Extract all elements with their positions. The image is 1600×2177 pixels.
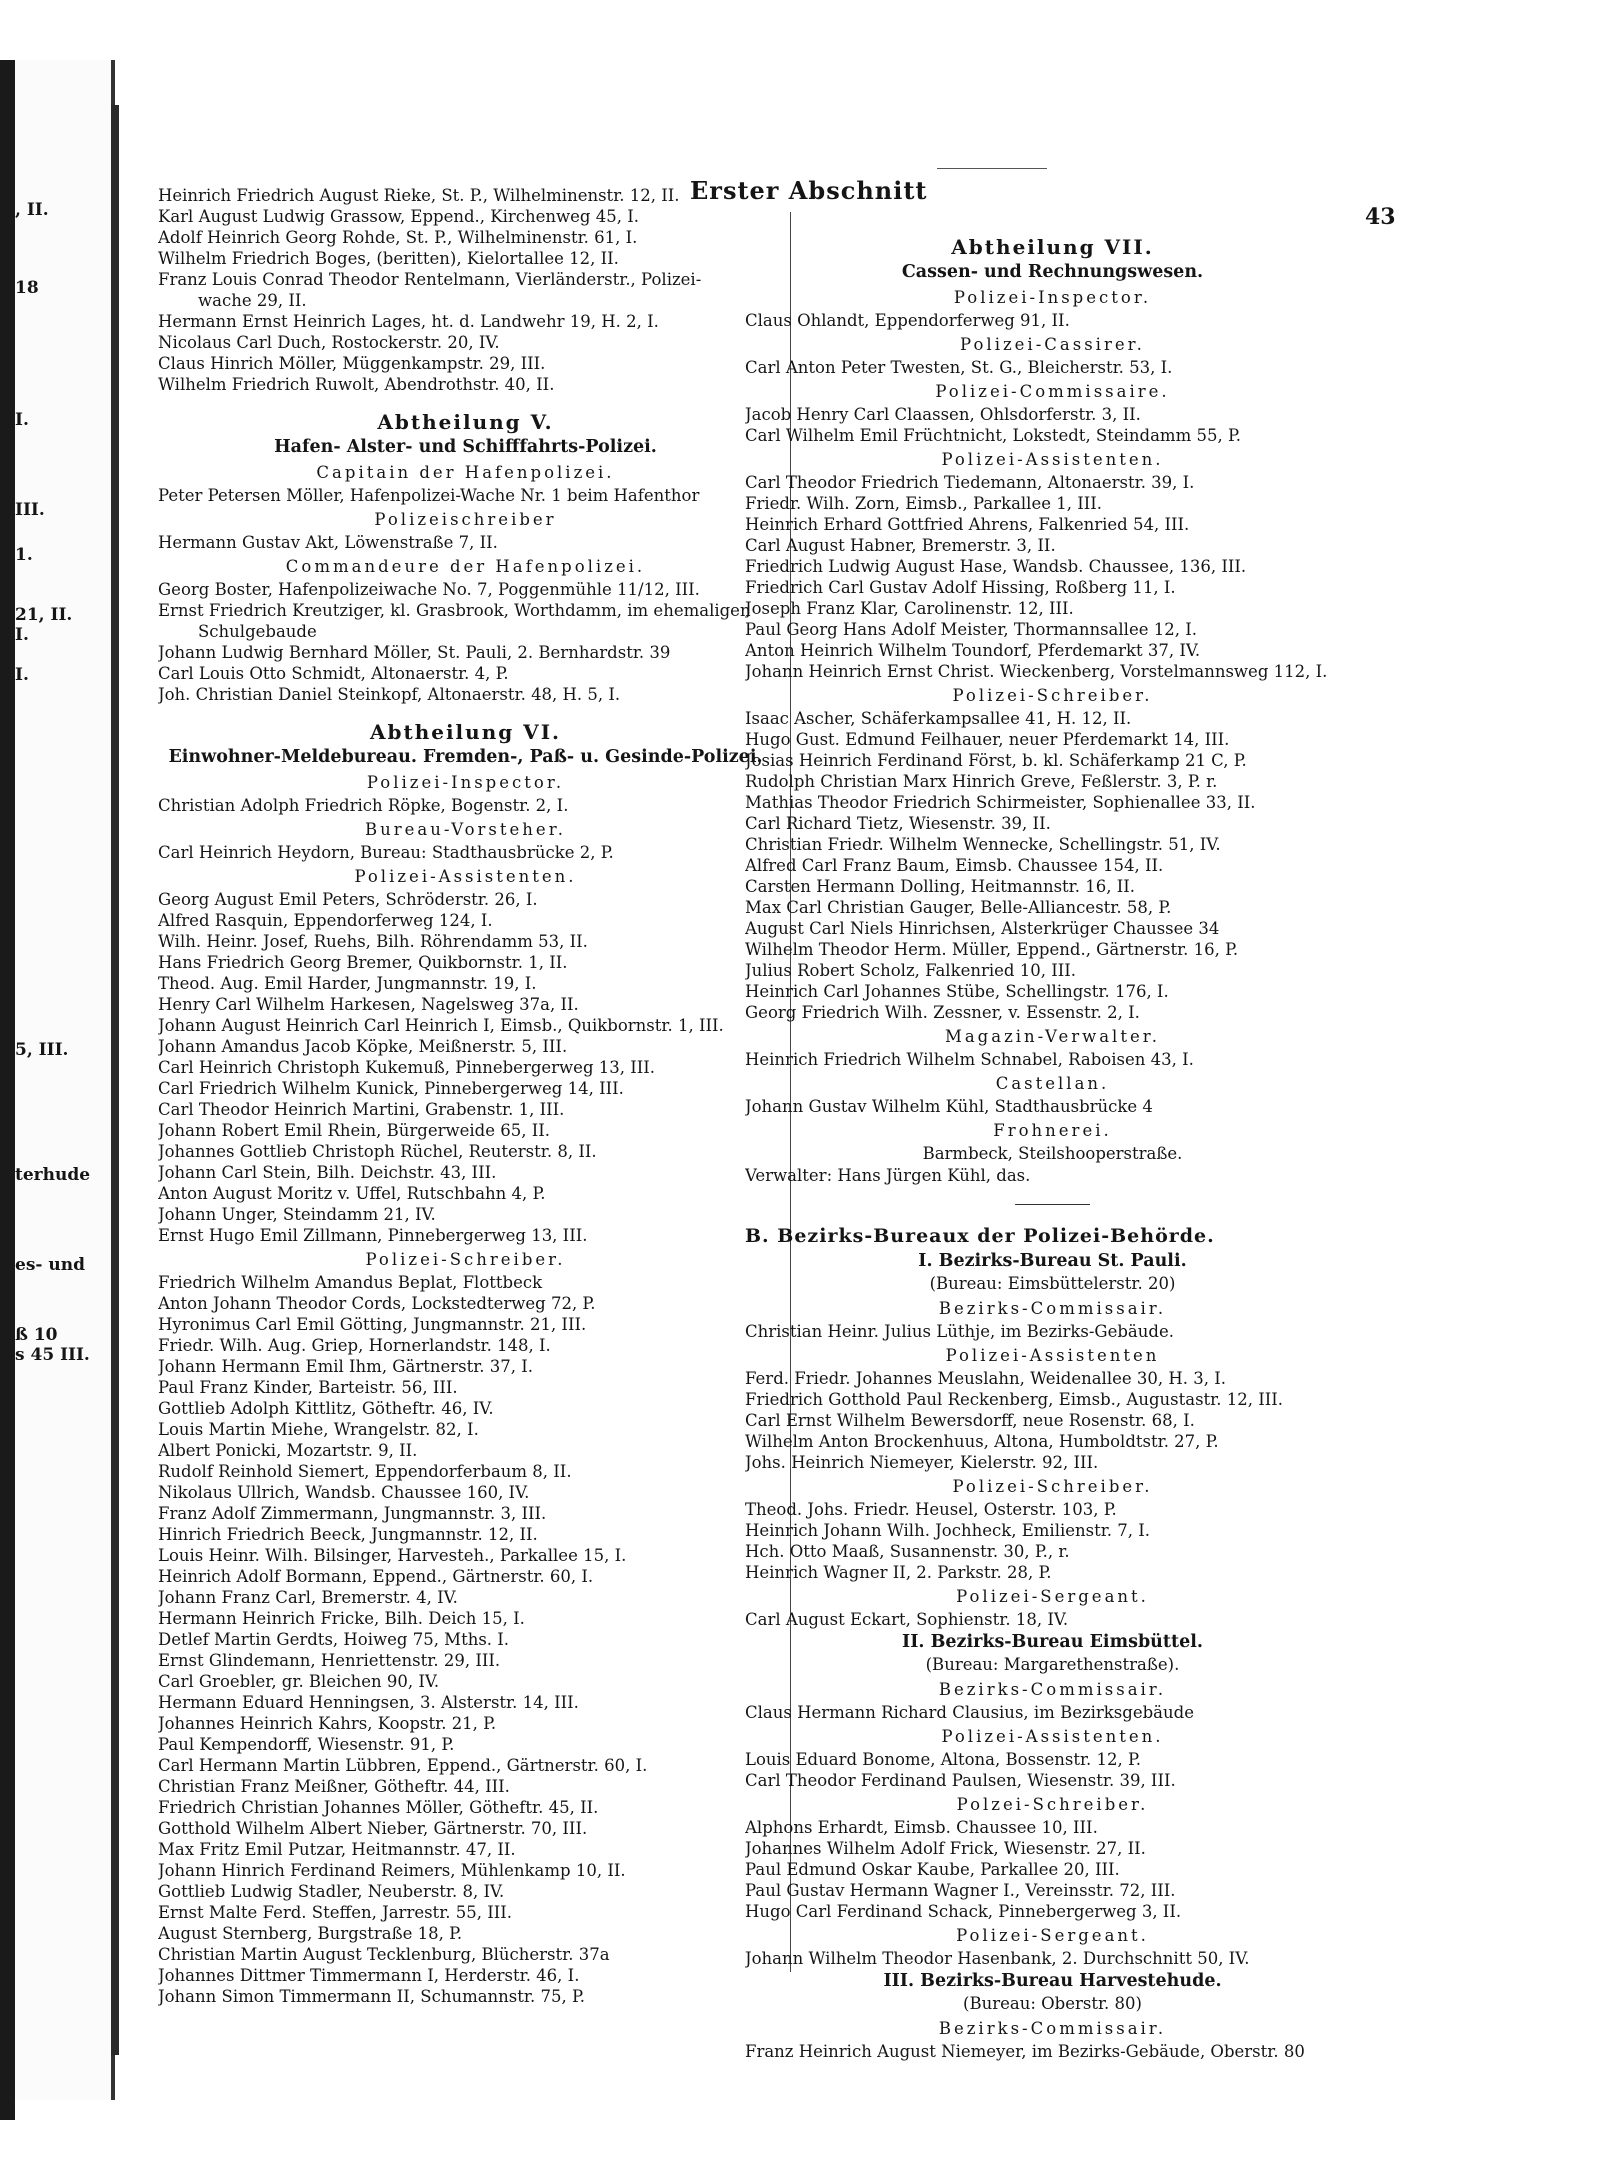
entry-line: Paul Kempendorff, Wiesenstr. 91, P. [158, 1735, 455, 1754]
role-title: Bezirks-Commissair. [938, 1680, 1167, 1699]
previous-page-fragment: 1. [15, 545, 33, 565]
entry-line: Carl Theodor Friedrich Tiedemann, Altonaerstr. 39, I. [745, 473, 1195, 492]
entry-line: Gotthold Wilhelm Albert Nieber, Gärtnerstr. 70, III. [158, 1819, 588, 1838]
entry-line: Alfred Rasquin, Eppendorferweg 124, I. [158, 911, 493, 930]
entry-line: Hermann Ernst Heinrich Lages, ht. d. Landwehr 19, H. 2, I. [158, 312, 659, 331]
entry-line: Franz Heinrich August Niemeyer, im Bezirks-Gebäude, Oberstr. 80 [745, 2042, 1305, 2061]
entry-line: Nikolaus Ullrich, Wandsb. Chaussee 160, IV. [158, 1483, 530, 1502]
entry-line: Johann Wilhelm Theodor Hasenbank, 2. Durchschnitt 50, IV. [745, 1949, 1250, 1968]
role-title: Bezirks-Commissair. [938, 1299, 1167, 1318]
entry-line: Joh. Christian Daniel Steinkopf, Altonaerstr. 48, H. 5, I. [158, 685, 621, 704]
role-title: Magazin-Verwalter. [944, 1027, 1161, 1046]
entry-line: Julius Robert Scholz, Falkenried 10, III. [745, 961, 1076, 980]
role-title: Capitain der Hafenpolizei. [316, 463, 615, 482]
role-title: Castellan. [995, 1074, 1110, 1093]
entry-line: Johs. Heinrich Niemeyer, Kielerstr. 92, III. [745, 1453, 1099, 1472]
entry-line: Christian Adolph Friedrich Röpke, Bogenstr. 2, I. [158, 796, 569, 815]
entry-line: Gottlieb Adolph Kittlitz, Götheftr. 46, IV. [158, 1399, 494, 1418]
entry-line: Anton Heinrich Wilhelm Toundorf, Pferdemarkt 37, IV. [745, 641, 1201, 660]
role-title: Polizei-Inspector. [953, 288, 1152, 307]
entry-line: Ernst Friedrich Kreutziger, kl. Grasbrook, Worthdamm, im ehemaligen [158, 601, 751, 620]
entry-line: Johannes Dittmer Timmermann I, Herderstr. 46, I. [158, 1966, 580, 1985]
entry-line: Johann Robert Emil Rhein, Bürgerweide 65, II. [158, 1121, 551, 1140]
entry-line: Max Fritz Emil Putzar, Heitmannstr. 47, II. [158, 1840, 516, 1859]
section-heading: Abtheilung VII. [951, 235, 1154, 259]
entry-line: Johann Carl Stein, Bilh. Deichstr. 43, III. [158, 1163, 497, 1182]
entry-line: Anton August Moritz v. Uffel, Rutschbahn 4, P. [158, 1184, 546, 1203]
subsection-heading: II. Bezirks-Bureau Eimsbüttel. [902, 1632, 1203, 1652]
entry-line: Adolf Heinrich Georg Rohde, St. P., Wilhelminenstr. 61, I. [158, 228, 638, 247]
entry-line: Nicolaus Carl Duch, Rostockerstr. 20, IV. [158, 333, 500, 352]
entry-line: Hermann Heinrich Fricke, Bilh. Deich 15, I. [158, 1609, 525, 1628]
role-title: Polizei-Schreiber. [952, 1477, 1153, 1496]
entry-line: Johann Franz Carl, Bremerstr. 4, IV. [158, 1588, 458, 1607]
entry-line: Georg Friedrich Wilh. Zessner, v. Essenstr. 2, I. [745, 1003, 1140, 1022]
role-title: Polizei-Schreiber. [952, 686, 1153, 705]
role-title: Bezirks-Commissair. [938, 2019, 1167, 2038]
entry-continuation: Schulgebaude [198, 622, 317, 641]
running-head: Erster Abschnitt [690, 176, 928, 205]
previous-page-fragment: s 45 III. [15, 1345, 90, 1365]
entry-line: Ernst Hugo Emil Zillmann, Pinnebergerweg 13, III. [158, 1226, 588, 1245]
centered-note: (Bureau: Margarethenstraße). [925, 1655, 1180, 1674]
entry-line: Franz Adolf Zimmermann, Jungmannstr. 3, III. [158, 1504, 547, 1523]
entry-line: Friedrich Gotthold Paul Reckenberg, Eimsb., Augustastr. 12, III. [745, 1390, 1284, 1409]
entry-line: Paul Georg Hans Adolf Meister, Thormannsallee 12, I. [745, 620, 1197, 639]
part-heading: B. Bezirks-Bureaux der Polizei-Behörde. [745, 1225, 1215, 1247]
entry-line: Paul Franz Kinder, Barteistr. 56, III. [158, 1378, 458, 1397]
entry-continuation: wache 29, II. [198, 291, 307, 310]
entry-line: Carl August Habner, Bremerstr. 3, II. [745, 536, 1056, 555]
entry-line: Friedr. Wilh. Zorn, Eimsb., Parkallee 1, III. [745, 494, 1103, 513]
entry-line: Johann Heinrich Ernst Christ. Wieckenberg, Vorstelmannsweg 112, I. [745, 662, 1328, 681]
entry-line: Jacob Henry Carl Claassen, Ohlsdorferstr. 3, II. [745, 405, 1141, 424]
entry-line: Georg August Emil Peters, Schröderstr. 26, I. [158, 890, 538, 909]
entry-line: Claus Hermann Richard Clausius, im Bezirksgebäude [745, 1703, 1194, 1722]
entry-line: Josias Heinrich Ferdinand Först, b. kl. Schäferkamp 21 C, P. [745, 751, 1247, 770]
subsection-heading: I. Bezirks-Bureau St. Pauli. [918, 1251, 1187, 1271]
role-title: Polizeischreiber [374, 510, 557, 529]
entry-line: Peter Petersen Möller, Hafenpolizei-Wache Nr. 1 beim Hafenthor [158, 486, 700, 505]
entry-line: Friedrich Ludwig August Hase, Wandsb. Chaussee, 136, III. [745, 557, 1247, 576]
entry-line: Karl August Ludwig Grassow, Eppend., Kirchenweg 45, I. [158, 207, 639, 226]
entry-line: Johann Simon Timmermann II, Schumannstr. 75, P. [158, 1987, 585, 2006]
previous-page-fragment: 5, III. [15, 1040, 69, 1060]
entry-line: Carl Theodor Ferdinand Paulsen, Wiesenstr. 39, III. [745, 1771, 1176, 1790]
entry-line: Alfred Carl Franz Baum, Eimsb. Chaussee 154, II. [745, 856, 1164, 875]
entry-line: Johann Hermann Emil Ihm, Gärtnerstr. 37, I. [158, 1357, 534, 1376]
entry-line: Mathias Theodor Friedrich Schirmeister, Sophienallee 33, II. [745, 793, 1256, 812]
role-title: Polizei-Assistenten [945, 1346, 1160, 1365]
entry-line: Theod. Aug. Emil Harder, Jungmannstr. 19, I. [158, 974, 537, 993]
entry-line: Albert Ponicki, Mozartstr. 9, II. [158, 1441, 418, 1460]
entry-line: Detlef Martin Gerdts, Hoiweg 75, Mths. I. [158, 1630, 510, 1649]
entry-line: Johann August Heinrich Carl Heinrich I, Eimsb., Quikbornstr. 1, III. [158, 1016, 724, 1035]
entry-line: Heinrich Friedrich August Rieke, St. P., Wilhelminenstr. 12, II. [158, 186, 680, 205]
entry-line: Heinrich Erhard Gottfried Ahrens, Falkenried 54, III. [745, 515, 1190, 534]
previous-page-fragment: ß 10 [15, 1325, 58, 1345]
entry-line: Heinrich Wagner II, 2. Parkstr. 28, P. [745, 1563, 1052, 1582]
entry-line: Johann Amandus Jacob Köpke, Meißnerstr. 5, III. [158, 1037, 568, 1056]
entry-line: Hans Friedrich Georg Bremer, Quikbornstr. 1, II. [158, 953, 568, 972]
entry-line: Franz Louis Conrad Theodor Rentelmann, Vierländerstr., Polizei- [158, 270, 702, 289]
entry-line: Anton Johann Theodor Cords, Lockstedterweg 72, P. [158, 1294, 596, 1313]
entry-line: Verwalter: Hans Jürgen Kühl, das. [745, 1166, 1031, 1185]
centered-note: (Bureau: Oberstr. 80) [963, 1994, 1142, 2013]
entry-line: Carl Theodor Heinrich Martini, Grabenstr. 1, III. [158, 1100, 565, 1119]
entry-line: Hugo Carl Ferdinand Schack, Pinnebergerweg 3, II. [745, 1902, 1182, 1921]
subsection-heading: Hafen- Alster- und Schifffahrts-Polizei. [274, 437, 657, 457]
entry-line: Henry Carl Wilhelm Harkesen, Nagelsweg 37a, II. [158, 995, 579, 1014]
entry-line: Heinrich Adolf Bormann, Eppend., Gärtnerstr. 60, I. [158, 1567, 594, 1586]
entry-line: Gottlieb Ludwig Stadler, Neuberstr. 8, IV. [158, 1882, 505, 1901]
entry-line: Claus Ohlandt, Eppendorferweg 91, II. [745, 311, 1070, 330]
role-title: Polizei-Commissaire. [935, 382, 1170, 401]
entry-line: Isaac Ascher, Schäferkampsallee 41, H. 12, II. [745, 709, 1132, 728]
entry-line: Christian Franz Meißner, Götheftr. 44, III. [158, 1777, 510, 1796]
entry-line: Carl Friedrich Wilhelm Kunick, Pinnebergerweg 14, III. [158, 1079, 624, 1098]
entry-line: Heinrich Carl Johannes Stübe, Schellingstr. 176, I. [745, 982, 1169, 1001]
entry-line: Hugo Gust. Edmund Feilhauer, neuer Pferdemarkt 14, III. [745, 730, 1230, 749]
role-title: Polizei-Sergeant. [956, 1587, 1149, 1606]
entry-line: Louis Heinr. Wilh. Bilsinger, Harvesteh., Parkallee 15, I. [158, 1546, 627, 1565]
role-title: Polizei-Assistenten. [354, 867, 577, 886]
entry-line: Carl Wilhelm Emil Früchtnicht, Lokstedt, Steindamm 55, P. [745, 426, 1241, 445]
book-binding [0, 60, 15, 2120]
entry-line: Carl Richard Tietz, Wiesenstr. 39, II. [745, 814, 1051, 833]
entry-line: Carl Heinrich Christoph Kukemuß, Pinnebergerweg 13, III. [158, 1058, 656, 1077]
role-title: Polizei-Inspector. [366, 773, 565, 792]
previous-page-fragment: es- und [15, 1255, 85, 1275]
entry-line: Friedrich Wilhelm Amandus Beplat, Flottbeck [158, 1273, 543, 1292]
entry-line: Ferd. Friedr. Johannes Meuslahn, Weidenallee 30, H. 3, I. [745, 1369, 1226, 1388]
section-divider-rule [1015, 1204, 1090, 1205]
entry-line: Hermann Eduard Henningsen, 3. Alsterstr. 14, III. [158, 1693, 579, 1712]
entry-line: Christian Martin August Tecklenburg, Blücherstr. 37a [158, 1945, 610, 1964]
entry-line: Rudolph Christian Marx Hinrich Greve, Feßlerstr. 3, P. r. [745, 772, 1218, 791]
role-title: Polizei-Assistenten. [941, 450, 1164, 469]
centered-note: (Bureau: Eimsbüttelerstr. 20) [929, 1274, 1176, 1293]
entry-line: Wilhelm Friedrich Boges, (beritten), Kielortallee 12, II. [158, 249, 619, 268]
entry-line: Paul Edmund Oskar Kaube, Parkallee 20, III. [745, 1860, 1120, 1879]
entry-line: Louis Eduard Bonome, Altona, Bossenstr. 12, P. [745, 1750, 1142, 1769]
role-title: Bureau-Vorsteher. [364, 820, 567, 839]
entry-line: Carl Louis Otto Schmidt, Altonaerstr. 4, P. [158, 664, 509, 683]
entry-line: Carl Groebler, gr. Bleichen 90, IV. [158, 1672, 440, 1691]
entry-line: Heinrich Johann Wilh. Jochheck, Emilienstr. 7, I. [745, 1521, 1151, 1540]
entry-line: Hermann Gustav Akt, Löwenstraße 7, II. [158, 533, 498, 552]
entry-line: Hch. Otto Maaß, Susannenstr. 30, P., r. [745, 1542, 1070, 1561]
entry-line: Rudolf Reinhold Siemert, Eppendorferbaum 8, II. [158, 1462, 572, 1481]
entry-line: Carsten Hermann Dolling, Heitmannstr. 16, II. [745, 877, 1136, 896]
entry-line: Ernst Glindemann, Henriettenstr. 29, III. [158, 1651, 501, 1670]
section-heading: Abtheilung VI. [369, 720, 562, 744]
entry-line: Claus Hinrich Möller, Müggenkampstr. 29, III. [158, 354, 546, 373]
page-number: 43 [1365, 204, 1396, 230]
entry-line: Wilhelm Friedrich Ruwolt, Abendrothstr. 40, II. [158, 375, 555, 394]
entry-line: Christian Friedr. Wilhelm Wennecke, Schellingstr. 51, IV. [745, 835, 1221, 854]
entry-line: Friedr. Wilh. Aug. Griep, Hornerlandstr. 148, I. [158, 1336, 551, 1355]
entry-line: Carl Heinrich Heydorn, Bureau: Stadthausbrücke 2, P. [158, 843, 614, 862]
subsection-heading: III. Bezirks-Bureau Harvestehude. [883, 1971, 1222, 1991]
header-rule [937, 168, 1047, 169]
entry-line: August Carl Niels Hinrichsen, Alsterkrüger Chaussee 34 [745, 919, 1220, 938]
role-title: Polizei-Schreiber. [365, 1250, 566, 1269]
entry-line: Paul Gustav Hermann Wagner I., Vereinsstr. 72, III. [745, 1881, 1176, 1900]
entry-line: Georg Boster, Hafenpolizeiwache No. 7, Poggenmühle 11/12, III. [158, 580, 700, 599]
previous-page-fragment: I. [15, 410, 29, 430]
entry-line: Wilhelm Anton Brockenhuus, Altona, Humboldtstr. 27, P. [745, 1432, 1219, 1451]
entry-line: Johann Unger, Steindamm 21, IV. [158, 1205, 436, 1224]
entry-line: Ernst Malte Ferd. Steffen, Jarrestr. 55, III. [158, 1903, 513, 1922]
entry-line: Carl Ernst Wilhelm Bewersdorff, neue Rosenstr. 68, I. [745, 1411, 1195, 1430]
entry-line: August Sternberg, Burgstraße 18, P. [158, 1924, 463, 1943]
previous-page-fragment: , II. [15, 200, 49, 220]
entry-line: Hinrich Friedrich Beeck, Jungmannstr. 12, II. [158, 1525, 538, 1544]
entry-line: Hyronimus Carl Emil Götting, Jungmannstr. 21, III. [158, 1315, 587, 1334]
entry-line: Max Carl Christian Gauger, Belle-Alliancestr. 58, P. [745, 898, 1172, 917]
entry-line: Theod. Johs. Friedr. Heusel, Osterstr. 103, P. [745, 1500, 1117, 1519]
entry-line: Johannes Heinrich Kahrs, Koopstr. 21, P. [158, 1714, 497, 1733]
previous-page-edge [15, 60, 115, 2100]
entry-line: Johann Gustav Wilhelm Kühl, Stadthausbrücke 4 [745, 1097, 1153, 1116]
entry-line: Johann Hinrich Ferdinand Reimers, Mühlenkamp 10, II. [158, 1861, 626, 1880]
entry-line: Wilh. Heinr. Josef, Ruehs, Bilh. Röhrendamm 53, II. [158, 932, 588, 951]
page-gutter [111, 105, 119, 2055]
role-title: Polizei-Cassirer. [960, 335, 1145, 354]
previous-page-fragment: III. [15, 500, 45, 520]
role-title: Polizei-Sergeant. [956, 1926, 1149, 1945]
entry-line: Carl August Eckart, Sophienstr. 18, IV. [745, 1610, 1069, 1629]
entry-line: Joseph Franz Klar, Carolinenstr. 12, III. [745, 599, 1074, 618]
entry-line: Alphons Erhardt, Eimsb. Chaussee 10, III. [745, 1818, 1098, 1837]
entry-line: Johann Ludwig Bernhard Möller, St. Pauli, 2. Bernhardstr. 39 [158, 643, 671, 662]
role-title: Frohnerei. [993, 1121, 1112, 1140]
right-column [745, 220, 1360, 2062]
entry-line: Johannes Wilhelm Adolf Frick, Wiesenstr. 27, II. [745, 1839, 1146, 1858]
previous-page-fragment: 21, II. [15, 605, 73, 625]
entry-line: Heinrich Friedrich Wilhelm Schnabel, Raboisen 43, I. [745, 1050, 1194, 1069]
role-title: Polizei-Assistenten. [941, 1727, 1164, 1746]
role-title: Commandeure der Hafenpolizei. [285, 557, 646, 576]
previous-page-fragment: terhude [15, 1165, 91, 1185]
previous-page-fragment: I. [15, 625, 29, 645]
section-heading: Abtheilung V. [377, 410, 554, 434]
role-title: Polzei-Schreiber. [956, 1795, 1149, 1814]
left-column [158, 185, 773, 2007]
centered-note: Barmbeck, Steilshooperstraße. [922, 1144, 1183, 1163]
subsection-heading: Cassen- und Rechnungswesen. [901, 262, 1204, 282]
subsection-heading: Einwohner-Meldebureau. Fremden-, Paß- u. Gesinde-Polizei. [168, 747, 763, 767]
previous-page-fragment: 18 [15, 278, 39, 298]
entry-line: Friedrich Carl Gustav Adolf Hissing, Roßberg 11, I. [745, 578, 1176, 597]
entry-line: Friedrich Christian Johannes Möller, Götheftr. 45, II. [158, 1798, 599, 1817]
entry-line: Louis Martin Miehe, Wrangelstr. 82, I. [158, 1420, 479, 1439]
entry-line: Wilhelm Theodor Herm. Müller, Eppend., Gärtnerstr. 16, P. [745, 940, 1239, 959]
entry-line: Christian Heinr. Julius Lüthje, im Bezirks-Gebäude. [745, 1322, 1174, 1341]
entry-line: Carl Anton Peter Twesten, St. G., Bleicherstr. 53, I. [745, 358, 1173, 377]
entry-line: Carl Hermann Martin Lübbren, Eppend., Gärtnerstr. 60, I. [158, 1756, 648, 1775]
previous-page-fragment: I. [15, 665, 29, 685]
entry-line: Johannes Gottlieb Christoph Rüchel, Reuterstr. 8, II. [158, 1142, 597, 1161]
